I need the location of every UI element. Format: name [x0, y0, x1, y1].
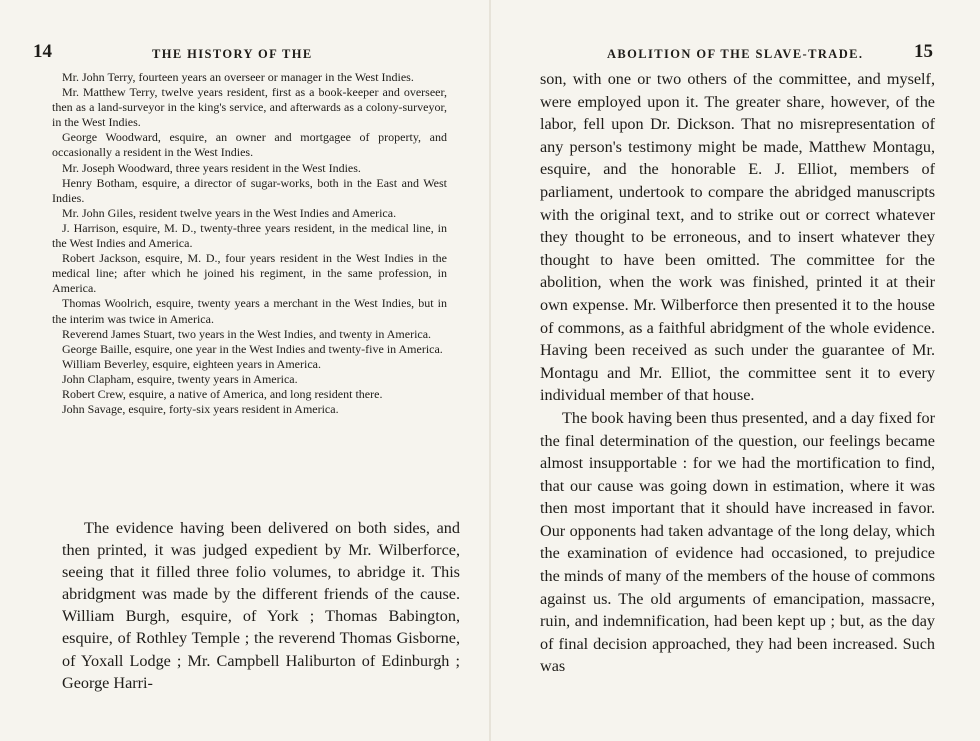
body-paragraph: The evidence having been delivered on both sides, and then printed, it was judged expedient by Mr. Wilberforce, seeing that it filled three folio volumes, to abridge it. This abridgment was made by the different friends of the cause. William Burgh, esquire, of York ; Thomas Babington, esquire, of Rothley Temple ; the reverend Thomas Gisborne, of Yoxall Lodge ; Mr. Campbell Haliburton of Edinburgh ; George Harri-	[62, 519, 460, 692]
right-running-head: ABOLITION OF THE SLAVE-TRADE.	[607, 47, 864, 61]
left-running-head: THE HISTORY OF THE	[152, 47, 313, 61]
left-page-number: 14	[33, 41, 52, 62]
right-body-text	[540, 68, 935, 678]
witness-entry: Robert Jackson, esquire, M. D., four years resident in the West Indies in the medical line; after which he joined his regiment, in the same profession, in America.	[52, 251, 447, 296]
body-paragraph: The book having been thus presented, and a day fixed for the final determination of the question, our feelings became almost insupportable : for we had the mortification to find, that our cause was going down in estimation, where it was then most important that it should have increased in favor. Our opponents had taken advantage of the long delay, which the examination of evidence had occasioned, to prejudice the minds of many of the members of the house of commons against us. The old arguments of emancipation, massacre, ruin, and indemnification, had been kept up ; but, as the day of final decision approached, they had been increased. Such was	[540, 408, 935, 676]
witness-entry: Henry Botham, esquire, a director of sugar-works, both in the East and West Indies.	[52, 175, 447, 205]
witness-entry: Mr. Joseph Woodward, three years resident in the West Indies.	[62, 160, 361, 175]
witness-entry: Mr. John Giles, resident twelve years in the West Indies and America.	[62, 205, 397, 220]
witness-list	[52, 70, 447, 417]
witness-entry: Mr. John Terry, fourteen years an overseer or manager in the West Indies.	[62, 70, 414, 84]
body-paragraph: son, with one or two others of the committee, and myself, were employed upon it. The greater share, however, of the labor, fell upon Dr. Dickson. That no misrepresentation of any person's testimony might be made, Matthew Montagu, esquire, and the honorable E. J. Elliot, members of parliament, undertook to compare the abridged manuscripts with the original text, and to strike out or correct whatever they thought to be erroneous, and to insert whatever they thought to have been omitted. The committee for the abolition, when the work was finished, printed it at their own expense. Mr. Wilberforce then presented it to the house of commons, as a faithful abridgment of the whole evidence. Having been received as such under the guarantee of Mr. Montagu and Mr. Elliot, the committee sent it to every individual member of that house.	[540, 70, 935, 405]
witness-entry: George Woodward, esquire, an owner and mortgagee of property, and occasionally a resident in the West Indies.	[52, 130, 447, 160]
witness-entry: Robert Crew, esquire, a native of America, and long resident there.	[62, 386, 383, 401]
witness-entry: John Clapham, esquire, twenty years in America.	[62, 371, 298, 386]
witness-entry: John Savage, esquire, forty-six years resident in America.	[62, 402, 339, 417]
witness-entry: Thomas Woolrich, esquire, twenty years a merchant in the West Indies, but in the interim was twice in America.	[52, 296, 447, 326]
witness-entry: J. Harrison, esquire, M. D., twenty-three years resident, in the medical line, in the West Indies and America.	[52, 220, 447, 251]
witness-entry: Mr. Matthew Terry, twelve years resident, first as a book-keeper and overseer, then as a land-surveyor in the king's service, and afterwards as a colony-surveyor, in the West Indies.	[52, 85, 447, 130]
witness-entry: George Baille, esquire, one year in the West Indies and twenty-five in America.	[62, 341, 443, 356]
witness-entry: William Beverley, esquire, eighteen years in America.	[62, 356, 321, 371]
witness-entry: Reverend James Stuart, two years in the West Indies, and twenty in America.	[62, 326, 432, 341]
left-body-text	[62, 517, 460, 694]
right-page-number: 15	[914, 41, 933, 62]
